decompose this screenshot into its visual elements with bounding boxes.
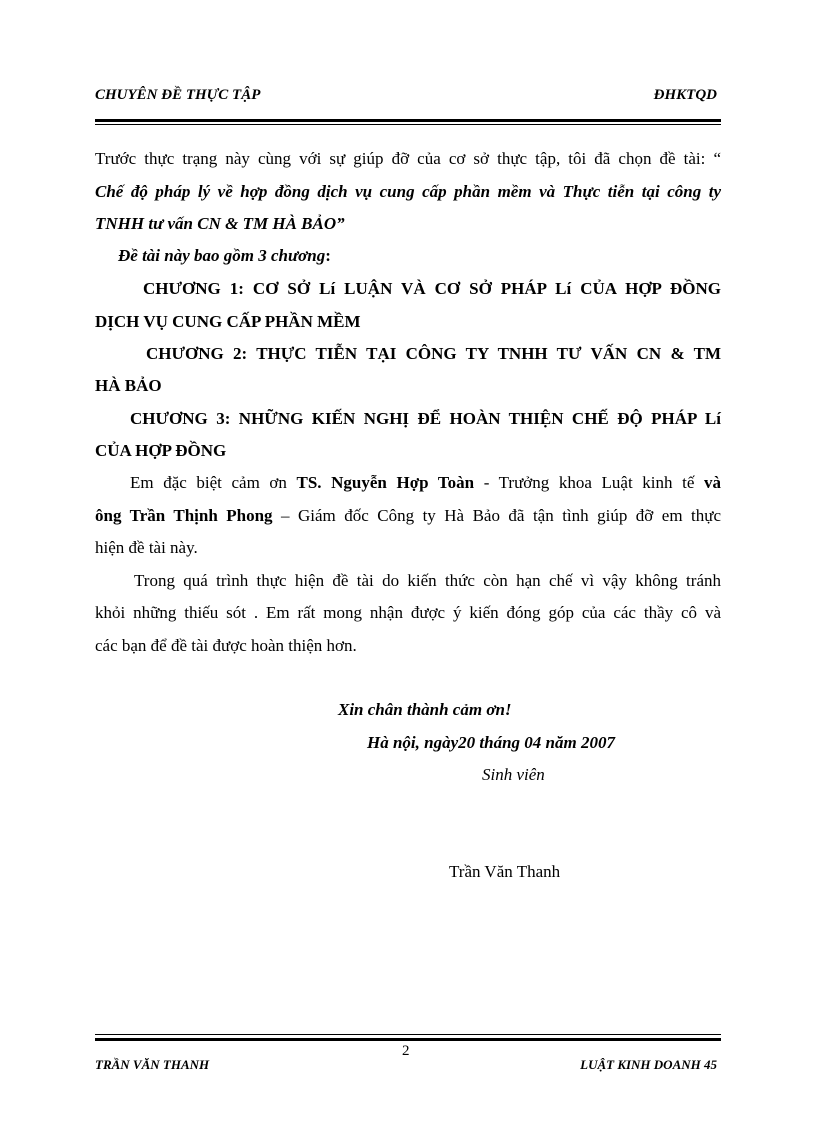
advisor-name: TS. Nguyễn Hợp Toàn xyxy=(296,473,475,492)
footer-rule-thin xyxy=(95,1034,721,1035)
header-title: CHUYÊN ĐỀ THỰC TẬP xyxy=(95,87,261,103)
header-rule-thin xyxy=(95,124,721,125)
topic-line-2: TNHH tư vấn CN & TM HÀ BẢO” xyxy=(95,214,345,233)
footer-author: TRẦN VĂN THANH xyxy=(95,1057,210,1072)
chapter-2-line-2: HÀ BẢO xyxy=(95,376,162,395)
chapter-3-line-2: CỦA HỢP ĐỒNG xyxy=(95,441,227,460)
structure-intro-text: Đề tài này bao gồm 3 chương xyxy=(118,246,326,265)
thanks-paragraph-line-2 xyxy=(95,506,721,526)
structure-intro xyxy=(118,246,744,266)
chapter-3-line-1: CHƯƠNG 3: NHỮNG KIẾN NGHỊ ĐỂ HOÀN THIỆN CHẾ ĐỘ PHÁP Lí xyxy=(130,409,721,428)
chapter-2-line-1: CHƯƠNG 2: THỰC TIỄN TẠI CÔNG TY TNHH TƯ VẤN CN & TM xyxy=(146,344,721,363)
page-number: 2 xyxy=(402,1043,410,1059)
thanks-paragraph-line-1 xyxy=(130,473,721,493)
intro-paragraph xyxy=(95,149,721,169)
signature-name: Trần Văn Thanh xyxy=(449,862,561,881)
footer-course: LUẬT KINH DOANH 45 xyxy=(580,1057,717,1072)
apology-line-2: khỏi những thiếu sót . Em rất mong nhận được ý kiến đóng góp của các thầy cô và xyxy=(95,603,721,622)
topic-line-1: Chế độ pháp lý về hợp đồng dịch vụ cung cấp phần mềm và Thực tiễn tại công ty xyxy=(95,182,721,201)
chapter-1-line-2: DỊCH VỤ CUNG CẤP PHẦN MỀM xyxy=(95,312,361,331)
thanks-and: và xyxy=(704,473,721,492)
thanks-text-a: Em đặc biệt cảm ơn xyxy=(130,473,297,492)
apology-line-1: Trong quá trình thực hiện đề tài do kiến thức còn hạn chế vì vậy không tránh xyxy=(134,571,721,590)
thanks-text-c: – Giám đốc Công ty Hà Bảo đã tận tình giúp đỡ em thực xyxy=(272,506,721,525)
header-rule-thick xyxy=(95,119,721,122)
header-institution: ĐHKTQD xyxy=(653,87,717,103)
thanks-paragraph-line-3: hiện đề tài này. xyxy=(95,538,198,557)
apology-line-3: các bạn để đề tài được hoàn thiện hơn. xyxy=(95,636,357,655)
footer-rule-thick xyxy=(95,1038,721,1041)
chapter-1-line-1: CHƯƠNG 1: CƠ SỞ Lí LUẬN VÀ CƠ SỞ PHÁP Lí CỦA HỢP ĐỒNG xyxy=(143,279,721,298)
structure-intro-colon: : xyxy=(325,246,331,265)
closing-place-date: Hà nội, ngày20 tháng 04 năm 2007 xyxy=(367,733,615,752)
closing-thanks: Xin chân thành cảm ơn! xyxy=(338,700,512,719)
director-name: ông Trần Thịnh Phong xyxy=(95,506,273,525)
thanks-text-b: - Trưởng khoa Luật kinh tế xyxy=(474,473,704,492)
closing-role: Sinh viên xyxy=(482,765,545,784)
intro-text: Trước thực trạng này cùng với sự giúp đỡ của cơ sở thực tập, tôi đã chọn đề tài: “ xyxy=(95,149,721,168)
